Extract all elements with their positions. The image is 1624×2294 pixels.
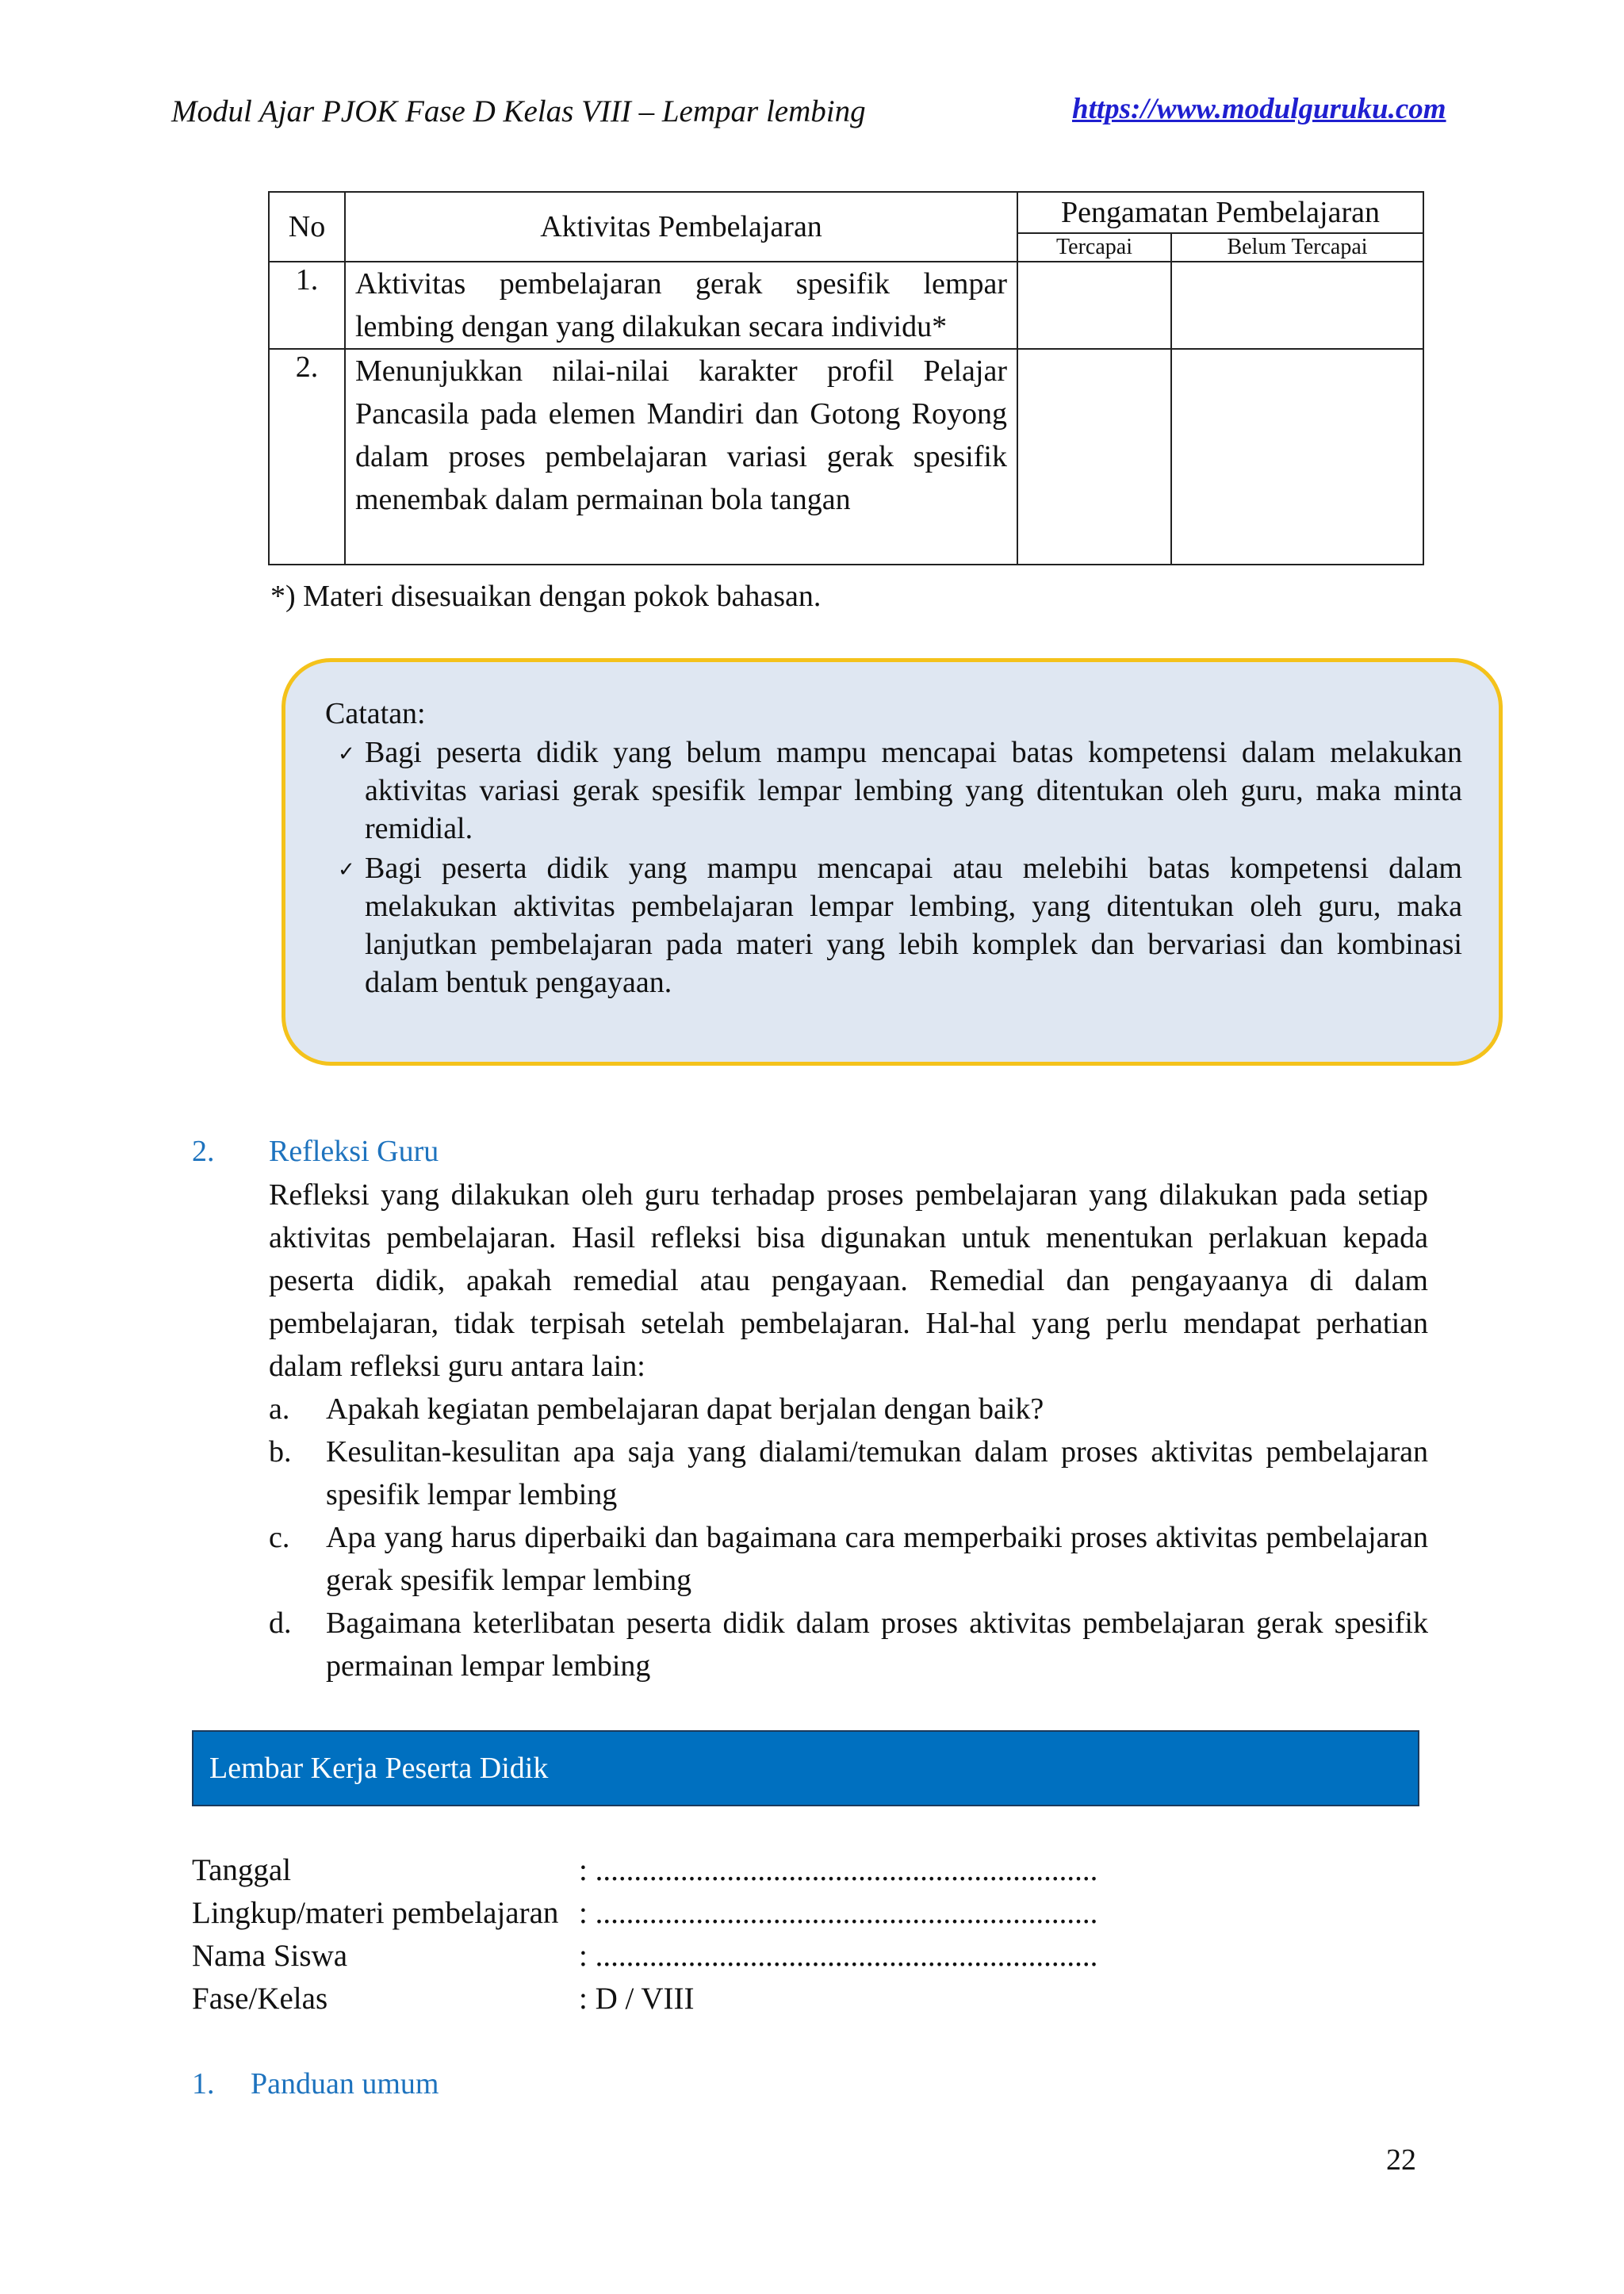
- section-number: 2.: [192, 1135, 215, 1168]
- list-marker: a.: [269, 1392, 290, 1426]
- guide-number: 1.: [192, 2067, 215, 2101]
- col-header-achieved: Tercapai: [1017, 233, 1171, 262]
- form-row-date: [192, 1849, 1097, 1892]
- form-row-scope: [192, 1892, 1097, 1935]
- list-item-text: Apa yang harus diperbaiki dan bagaimana cara memperbaiki proses aktivitas pembelajaran gerak spesifik lempar lembing: [326, 1521, 1428, 1597]
- worksheet-form: [192, 1849, 1097, 2020]
- check-icon: ✓: [338, 742, 355, 765]
- row-activity: Menunjukkan nilai-nilai karakter profil Pelajar Pancasila pada elemen Mandiri dan Gotong Royong dalam proses pembelajaran variasi gerak spesifik menembak dalam permainan bola tangan: [345, 349, 1017, 565]
- cell-achieved[interactable]: [1017, 349, 1171, 565]
- table-footnote: *) Materi disesuaikan dengan pokok bahasan.: [270, 580, 822, 613]
- section-title: Refleksi Guru: [269, 1135, 439, 1168]
- list-item-text: Bagaimana keterlibatan peserta didik dalam proses aktivitas pembelajaran gerak spesifik permainan lempar lembing: [326, 1607, 1428, 1683]
- row-number: 2.: [269, 349, 345, 565]
- page-number: 22: [1386, 2143, 1416, 2177]
- list-item-text: Kesulitan-kesulitan apa saja yang dialami/temukan dalam proses aktivitas pembelajaran spesifik lempar lembing: [326, 1435, 1428, 1511]
- list-item: [269, 1430, 1428, 1516]
- table-row: [269, 349, 1423, 565]
- reflection-paragraph: Refleksi yang dilakukan oleh guru terhadap proses pembelajaran yang dilakukan pada setiap aktivitas pembelajaran. Hasil refleksi bisa digunakan untuk menentukan perlakuan kepada peserta didik, apakah remedial atau pengayaan. Remedial dan pengayaanya di dalam pembelajaran, tidak terpisah setelah pembelajaran. Hal-hal yang perlu mendapat perhatian dalam refleksi guru antara lain:: [269, 1178, 1428, 1383]
- worksheet-banner: Lembar Kerja Peserta Didik: [192, 1730, 1419, 1806]
- list-item: [269, 1516, 1428, 1602]
- guide-title: Panduan umum: [251, 2067, 439, 2101]
- list-item: [269, 1388, 1428, 1430]
- col-header-no: No: [269, 192, 345, 262]
- field-value[interactable]: : .................................................................: [579, 1853, 1098, 1887]
- list-marker: d.: [269, 1607, 292, 1640]
- row-number: 1.: [269, 262, 345, 349]
- list-item: [269, 1602, 1428, 1687]
- cell-not-achieved[interactable]: [1171, 349, 1423, 565]
- form-row-student-name: [192, 1935, 1097, 1978]
- form-row-class: [192, 1978, 1097, 2020]
- header-title: Modul Ajar PJOK Fase D Kelas VIII – Lempar lembing: [171, 94, 866, 128]
- list-marker: b.: [269, 1435, 292, 1469]
- row-activity: Aktivitas pembelajaran gerak spesifik lempar lembing dengan yang dilakukan secara individu*: [345, 262, 1017, 349]
- cell-not-achieved[interactable]: [1171, 262, 1423, 349]
- header-url-link[interactable]: https://www.modulguruku.com: [1072, 93, 1446, 125]
- note-item: [325, 849, 1462, 1001]
- list-item-text: Apakah kegiatan pembelajaran dapat berjalan dengan baik?: [326, 1392, 1044, 1426]
- col-header-not-achieved: Belum Tercapai: [1171, 233, 1423, 262]
- field-value: : D / VIII: [579, 1982, 695, 2016]
- field-value[interactable]: : .................................................................: [579, 1896, 1098, 1930]
- observation-table: [268, 191, 1424, 565]
- note-item-text: Bagi peserta didik yang mampu mencapai atau melebihi batas kompetensi dalam melakukan aktivitas pembelajaran lempar lembing, yang ditentukan oleh guru, maka lanjutkan pembelajaran pada materi yang lebih komplek dan bervariasi dan kombinasi dalam bentuk pengayaan.: [365, 852, 1462, 999]
- col-header-activity: Aktivitas Pembelajaran: [345, 192, 1017, 262]
- note-item: [325, 733, 1462, 848]
- list-marker: c.: [269, 1521, 290, 1554]
- cell-achieved[interactable]: [1017, 262, 1171, 349]
- note-title: Catatan:: [325, 697, 426, 730]
- field-label: Lingkup/materi pembelajaran: [192, 1896, 559, 1930]
- field-label: Tanggal: [192, 1853, 292, 1887]
- note-box: [282, 658, 1503, 1066]
- field-label: Nama Siswa: [192, 1939, 348, 1973]
- note-item-text: Bagi peserta didik yang belum mampu mencapai batas kompetensi dalam melakukan aktivitas variasi gerak spesifik lempar lembing yang ditentukan oleh guru, maka minta remidial.: [365, 736, 1462, 845]
- reflection-list: [269, 1388, 1428, 1687]
- col-header-observation: Pengamatan Pembelajaran: [1017, 192, 1423, 233]
- field-label: Fase/Kelas: [192, 1982, 328, 2016]
- table-row: [269, 262, 1423, 349]
- field-value[interactable]: : .................................................................: [579, 1939, 1098, 1973]
- check-icon: ✓: [338, 858, 355, 881]
